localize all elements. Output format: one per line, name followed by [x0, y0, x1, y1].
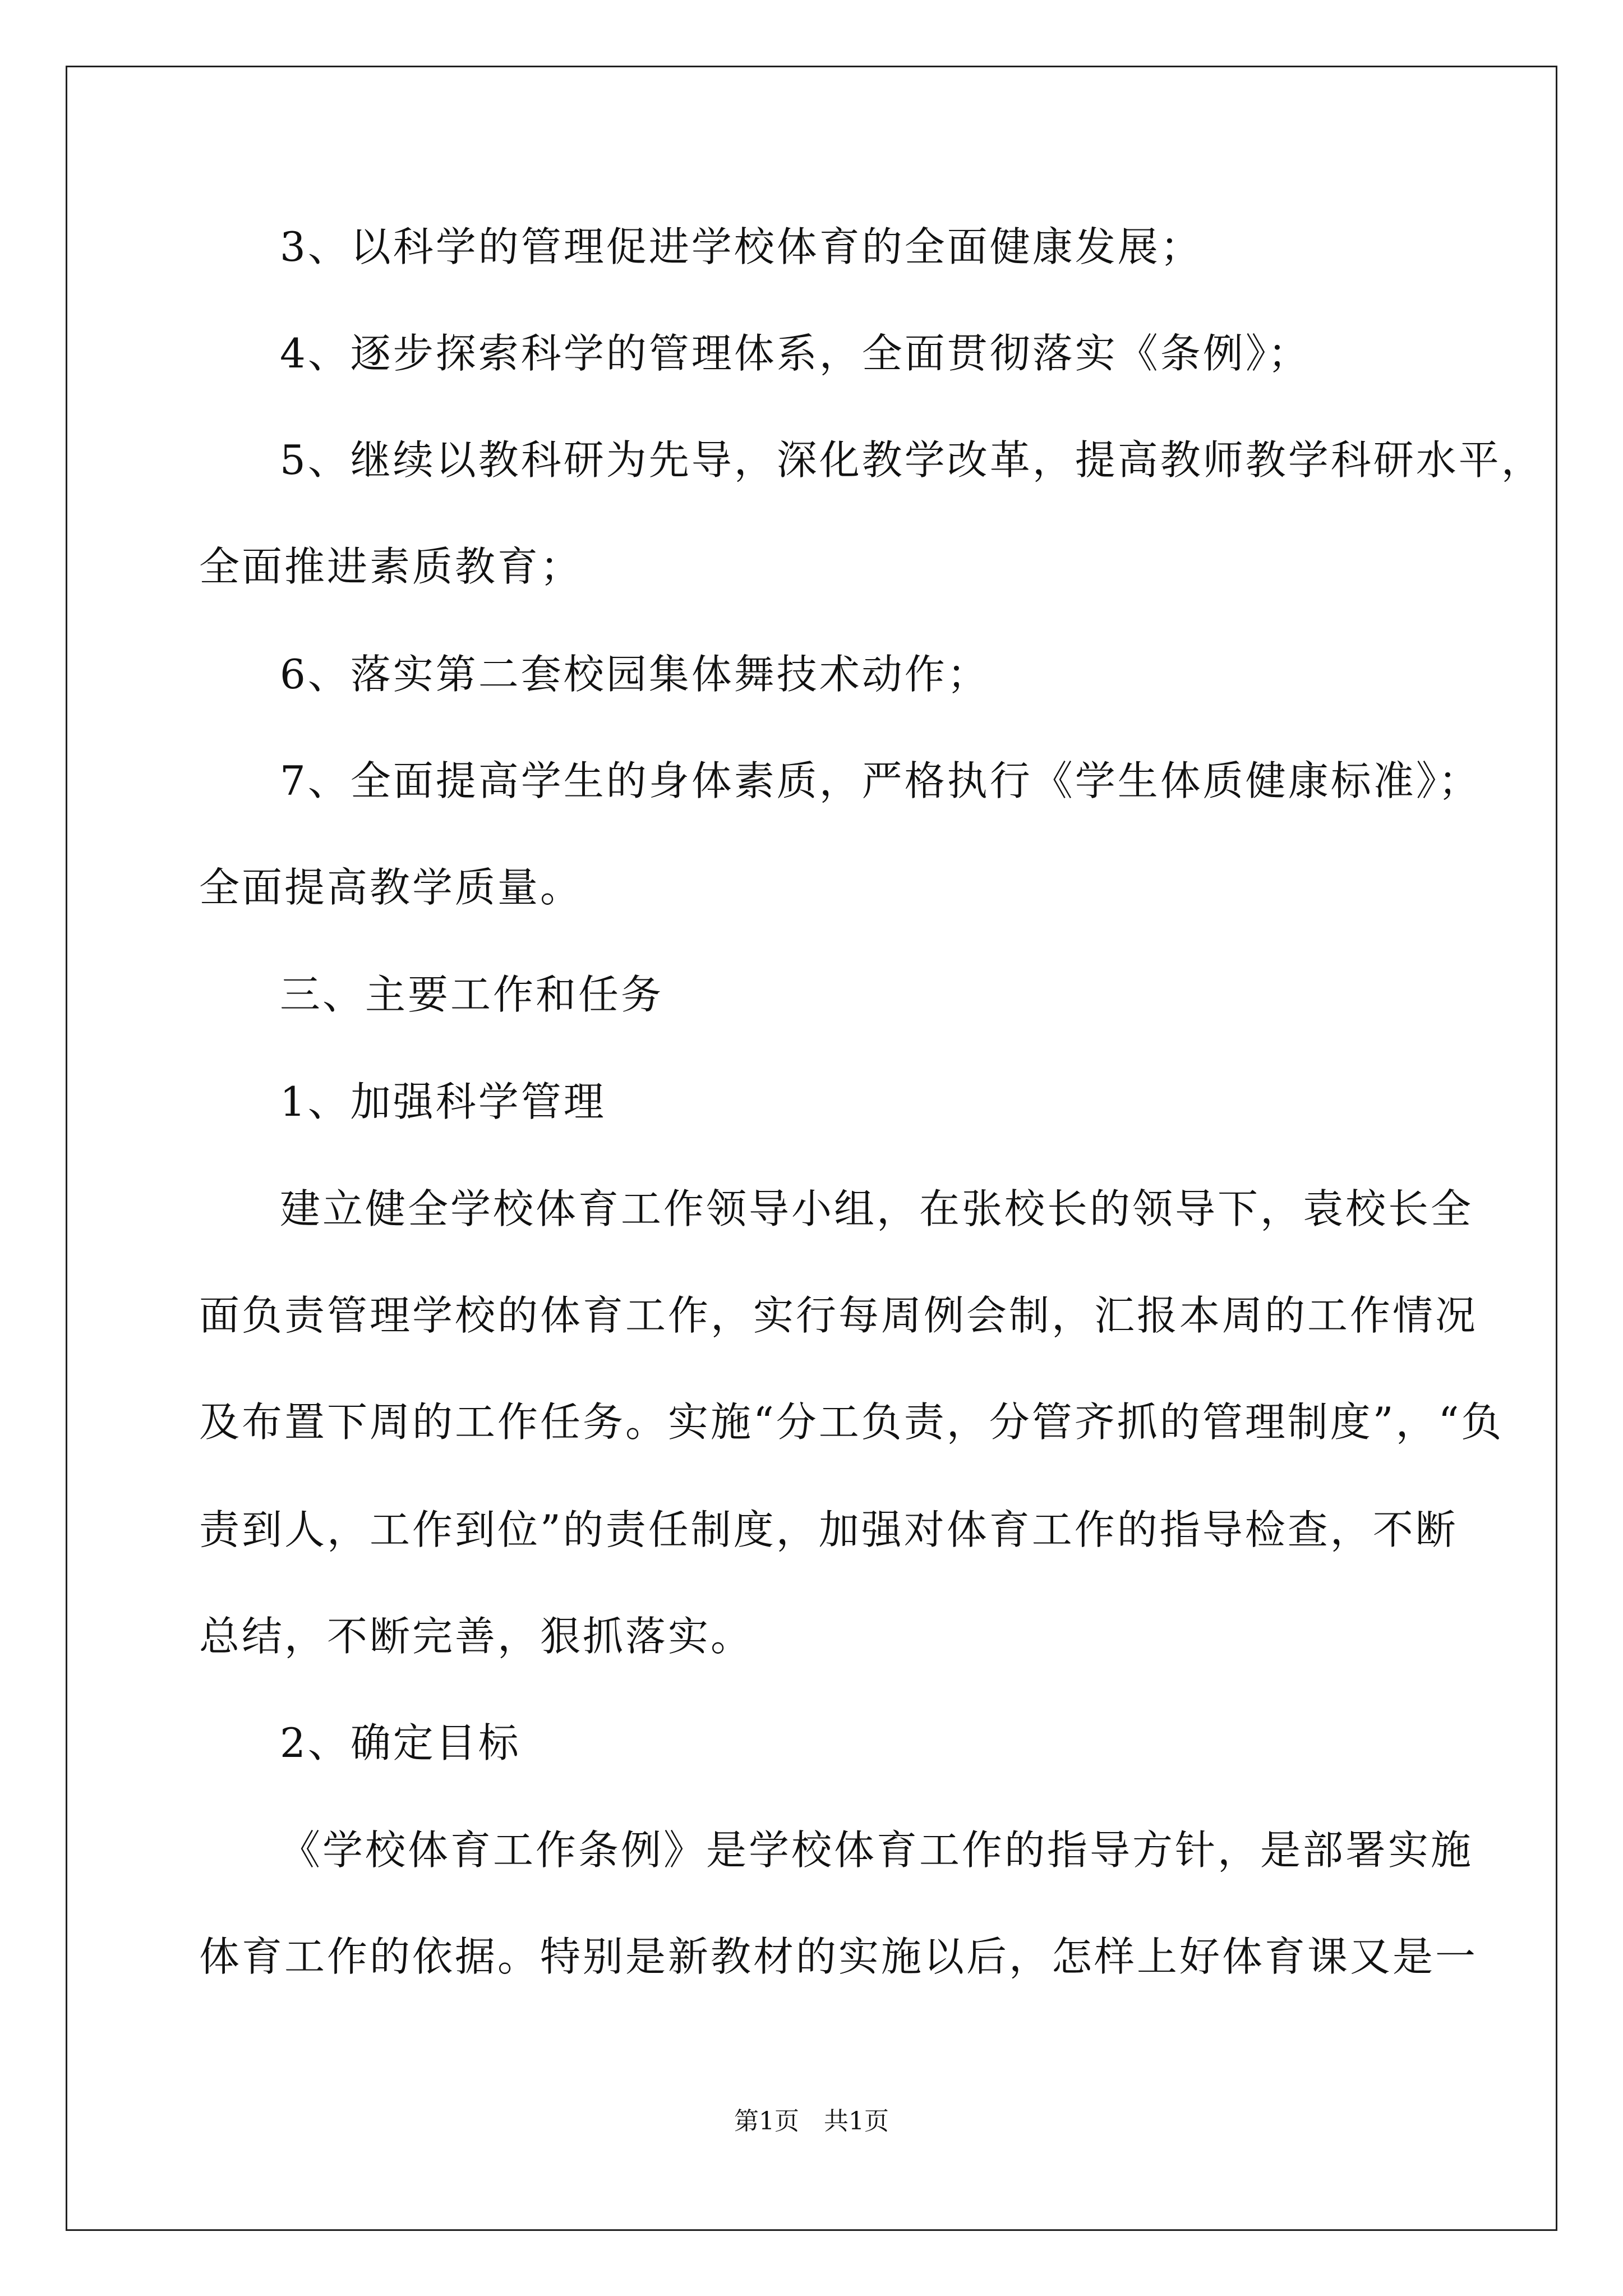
section-heading: 三、主要工作和任务	[280, 971, 664, 1018]
paragraph-line: 全面提高教学质量。	[199, 864, 583, 911]
paragraph-line: 及布置下周的工作任务。实施“分工负责，分管齐抓的管理制度”，“负	[199, 1398, 1504, 1446]
paragraph-line: 7、全面提高学生的身体素质，严格执行《学生体质健康标准》；	[280, 757, 1481, 804]
paragraph-line: 3、以科学的管理促进学校体育的全面健康发展；	[280, 223, 1203, 270]
page-border	[66, 66, 1557, 2231]
paragraph-line: 《学校体育工作条例》是学校体育工作的指导方针，是部署实施	[280, 1826, 1474, 1874]
paragraph-line: 体育工作的依据。特别是新教材的实施以后，怎样上好体育课又是一	[199, 1933, 1478, 1980]
paragraph-line: 建立健全学校体育工作领导小组，在张校长的领导下，袁校长全	[280, 1185, 1474, 1232]
subsection-heading: 1、加强科学管理	[280, 1078, 606, 1125]
subsection-heading: 2、确定目标	[280, 1719, 521, 1766]
paragraph-line: 总结，不断完善，狠抓落实。	[199, 1613, 754, 1660]
paragraph-line: 责到人，工作到位”的责任制度，加强对体育工作的指导检查，不断	[199, 1506, 1458, 1553]
paragraph-line: 5、继续以教科研为先导，深化教学改革，提高教师教学科研水平，	[280, 436, 1544, 484]
paragraph-line: 4、逐步探索科学的管理体系，全面贯彻落实《条例》；	[280, 330, 1311, 377]
page-footer: 第1页 共1页	[734, 2107, 889, 2136]
paragraph-line: 6、落实第二套校园集体舞技术动作；	[280, 651, 990, 698]
paragraph-line: 全面推进素质教育；	[199, 543, 583, 590]
paragraph-line: 面负责管理学校的体育工作，实行每周例会制，汇报本周的工作情况	[199, 1292, 1478, 1339]
